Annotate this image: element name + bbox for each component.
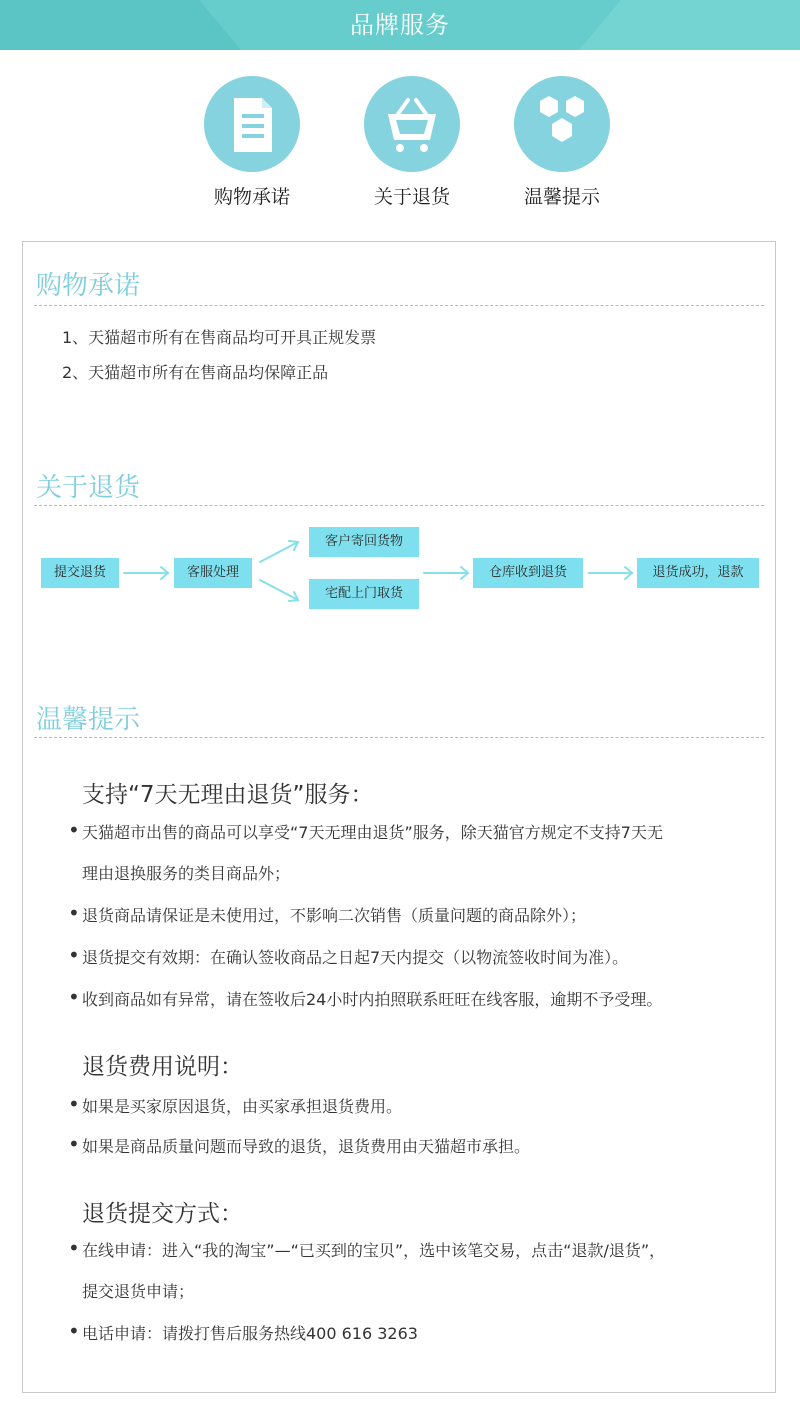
policy-item-1-line2: 理由退换服务的类目商品外；: [82, 864, 291, 883]
flow-step-warehouse: 仓库收到退货: [473, 558, 583, 588]
bullet-dot: •: [68, 1092, 80, 1116]
bullet-dot: •: [68, 943, 80, 967]
bullet-dot: •: [68, 818, 80, 842]
fees-item-2: 如果是商品质量问题而导致的退货，退货费用由天猫超市承担。: [82, 1137, 531, 1156]
returns-label: 关于退货: [373, 186, 450, 208]
flow-step-service: 客服处理: [174, 558, 252, 588]
flow-step-submit: 提交退货: [41, 558, 119, 588]
section-title-promise: 购物承诺: [36, 271, 141, 301]
flow-step-pickup: 宅配上门取货: [309, 579, 419, 609]
policy-heading: 支持“7天无理由退货”服务：: [82, 782, 374, 808]
methods-item-1-line1: 在线申请：进入“我的淘宝”—“已买到的宝贝”，选中该笔交易，点击“退款/退货”，: [82, 1241, 666, 1260]
flow-arrow-up: [260, 542, 298, 562]
methods-item-1-line2: 提交退货申请；: [82, 1282, 195, 1301]
methods-item-2: 电话申请：请拨打售后服务热线400 616 3263: [82, 1324, 418, 1343]
policy-item-3: 退货提交有效期：在确认签收商品之日起7天内提交（以物流签收时间为准）。: [82, 948, 629, 967]
bullet-dot: •: [68, 1236, 80, 1260]
policy-item-1-line1: 天猫超市出售的商品可以享受“7天无理由退货”服务，除天猫官方规定不支持7天无: [82, 823, 663, 842]
section-title-returns: 关于退货: [36, 473, 141, 503]
tips-label: 温馨提示: [523, 186, 600, 208]
promise-item-1: 1、天猫超市所有在售商品均可开具正规发票: [62, 328, 377, 347]
page-title: 品牌服务: [350, 11, 450, 39]
section-title-tips: 温馨提示: [36, 705, 141, 735]
bullet-dot: •: [68, 985, 80, 1009]
policy-item-2: 退货商品请保证是未使用过，不影响二次销售（质量问题的商品除外）；: [82, 906, 587, 925]
promise-label: 购物承诺: [213, 186, 290, 208]
divider: [34, 737, 764, 738]
flow-arrow-down: [260, 580, 298, 600]
bullet-dot: •: [68, 1319, 80, 1343]
flow-step-customer-ship: 客户寄回货物: [309, 527, 419, 557]
promise-item-2: 2、天猫超市所有在售商品均保障正品: [62, 363, 329, 382]
bullet-dot: •: [68, 1132, 80, 1156]
fees-item-1: 如果是买家原因退货，由买家承担退货费用。: [82, 1097, 403, 1116]
policy-item-4: 收到商品如有异常，请在签收后24小时内拍照联系旺旺在线客服，逾期不予受理。: [82, 990, 663, 1009]
bullet-dot: •: [68, 901, 80, 925]
fees-heading: 退货费用说明：: [82, 1054, 243, 1080]
methods-heading: 退货提交方式：: [82, 1201, 243, 1227]
flow-step-refund: 退货成功，退款: [637, 558, 759, 588]
